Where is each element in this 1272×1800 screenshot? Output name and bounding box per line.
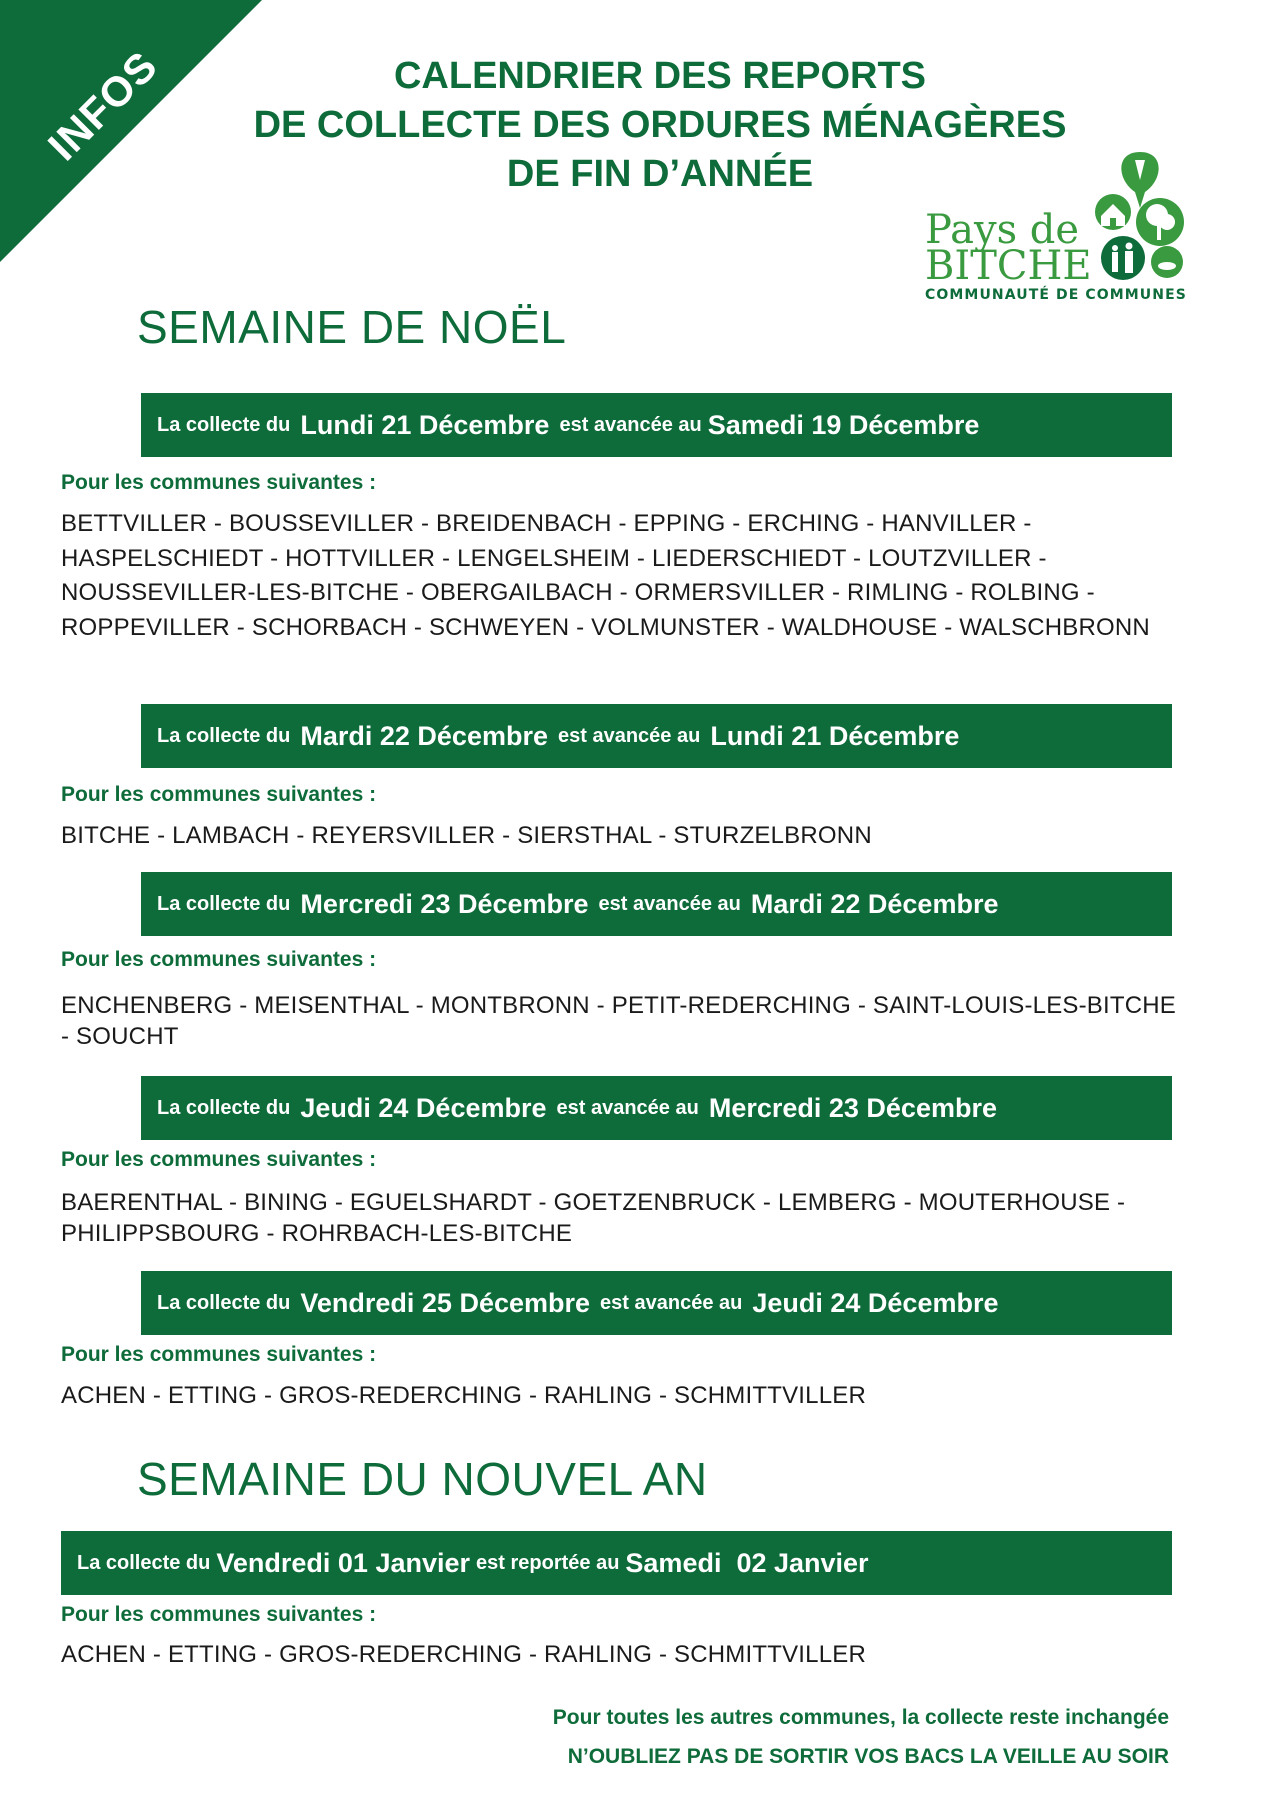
banner-connector: est avancée au bbox=[600, 1291, 743, 1314]
banner-connector: est avancée au bbox=[556, 1096, 699, 1119]
banner-from-date: Lundi 21 Décembre bbox=[300, 409, 550, 440]
banner-prefix: La collecte du bbox=[157, 413, 291, 436]
communes-heading: Pour les communes suivantes : bbox=[61, 1603, 377, 1626]
communes-list: BAERENTHAL - BINING - EGUELSHARDT - GOETZENBRUCK - LEMBERG - MOUTERHOUSE - PHILIPPSBOURG - ROHRBACH-LES-BITCHE bbox=[61, 1189, 1126, 1247]
banner-to-date: Mercredi 23 Décembre bbox=[708, 1092, 997, 1123]
title-line-2: DE COLLECTE DES ORDURES MÉNAGÈRES bbox=[253, 104, 1067, 146]
banner-prefix: La collecte du bbox=[77, 1551, 211, 1574]
logo-tree-icon bbox=[1085, 150, 1185, 285]
banner-from-date: Mercredi 23 Décembre bbox=[300, 888, 589, 919]
schedule-banner bbox=[141, 1271, 1172, 1335]
banner-connector: est reportée au bbox=[476, 1551, 620, 1574]
title-line-1: CALENDRIER DES REPORTS bbox=[393, 55, 927, 97]
banner-from-date: Mardi 22 Décembre bbox=[300, 720, 548, 751]
corner-label: INFOS bbox=[38, 41, 167, 170]
communes-heading: Pour les communes suivantes : bbox=[61, 471, 377, 494]
banner-to-date: Samedi 02 Janvier bbox=[625, 1547, 869, 1578]
section-title-nouvel-an: SEMAINE DU NOUVEL AN bbox=[137, 1453, 708, 1505]
banner-to-date: Mardi 22 Décembre bbox=[750, 888, 999, 919]
title-line-3: DE FIN D’ANNÉE bbox=[506, 153, 814, 195]
banner-prefix: La collecte du bbox=[157, 1096, 291, 1119]
logo-text-communaute: COMMUNAUTÉ DE COMMUNES bbox=[925, 287, 1187, 303]
banner-from-date: Vendredi 25 Décembre bbox=[300, 1287, 591, 1318]
footer-reminder: N’OUBLIEZ PAS DE SORTIR VOS BACS LA VEILLE AU SOIR bbox=[567, 1745, 1169, 1768]
communes-list: BETTVILLER - BOUSSEVILLER - BREIDENBACH - EPPING - ERCHING - HANVILLER - HASPELSCHIEDT - HOTTVILLER - LENGELSHEIM - LIEDERSCHIEDT - LOUTZVILLER - NOUSSEVILLER-LES-BITCHE - OBERGAILBACH - ORMERSVILLER - RIMLING - ROLBING - ROPPEVILLER - SCHORBACH - SCHWEYEN - VOLMUNSTER - WALDHOUSE - WALSCHBRONN bbox=[61, 510, 1150, 641]
footer-note: Pour toutes les autres communes, la collecte reste inchangée bbox=[552, 1706, 1169, 1729]
communes-heading: Pour les communes suivantes : bbox=[61, 783, 377, 806]
communes-heading: Pour les communes suivantes : bbox=[61, 948, 377, 971]
schedule-banner bbox=[141, 704, 1172, 768]
banner-from-date: Vendredi 01 Janvier bbox=[216, 1547, 471, 1578]
communes-heading: Pour les communes suivantes : bbox=[61, 1148, 377, 1171]
communes-list: BITCHE - LAMBACH - REYERSVILLER - SIERSTHAL - STURZELBRONN bbox=[61, 822, 872, 849]
schedule-banner bbox=[141, 393, 1172, 457]
banner-to-date: Jeudi 24 Décembre bbox=[752, 1287, 999, 1318]
logo bbox=[925, 150, 1187, 310]
banner-prefix: La collecte du bbox=[157, 1291, 291, 1314]
communes-list: ENCHENBERG - MEISENTHAL - MONTBRONN - PETIT-REDERCHING - SAINT-LOUIS-LES-BITCHE - SOUCHT bbox=[61, 992, 1177, 1050]
schedule-banner bbox=[61, 1531, 1172, 1595]
banner-from-date: Jeudi 24 Décembre bbox=[300, 1092, 547, 1123]
communes-list: ACHEN - ETTING - GROS-REDERCHING - RAHLING - SCHMITTVILLER bbox=[61, 1641, 866, 1668]
logo-text-bitche: BITCHE bbox=[925, 243, 1092, 289]
banner-prefix: La collecte du bbox=[157, 724, 291, 747]
logo-text-pays-de: Pays de bbox=[925, 207, 1080, 253]
banner-to-date: Lundi 21 Décembre bbox=[710, 720, 960, 751]
banner-prefix: La collecte du bbox=[157, 892, 291, 915]
schedule-banner bbox=[141, 872, 1172, 936]
banner-connector: est avancée au bbox=[559, 413, 702, 436]
schedule-banner bbox=[141, 1076, 1172, 1140]
banner-connector: est avancée au bbox=[598, 892, 741, 915]
communes-heading: Pour les communes suivantes : bbox=[61, 1343, 377, 1366]
communes-list: ACHEN - ETTING - GROS-REDERCHING - RAHLING - SCHMITTVILLER bbox=[61, 1382, 866, 1409]
banner-to-date: Samedi 19 Décembre bbox=[707, 409, 980, 440]
section-title-noel: SEMAINE DE NOËL bbox=[137, 301, 567, 353]
banner-connector: est avancée au bbox=[558, 724, 701, 747]
